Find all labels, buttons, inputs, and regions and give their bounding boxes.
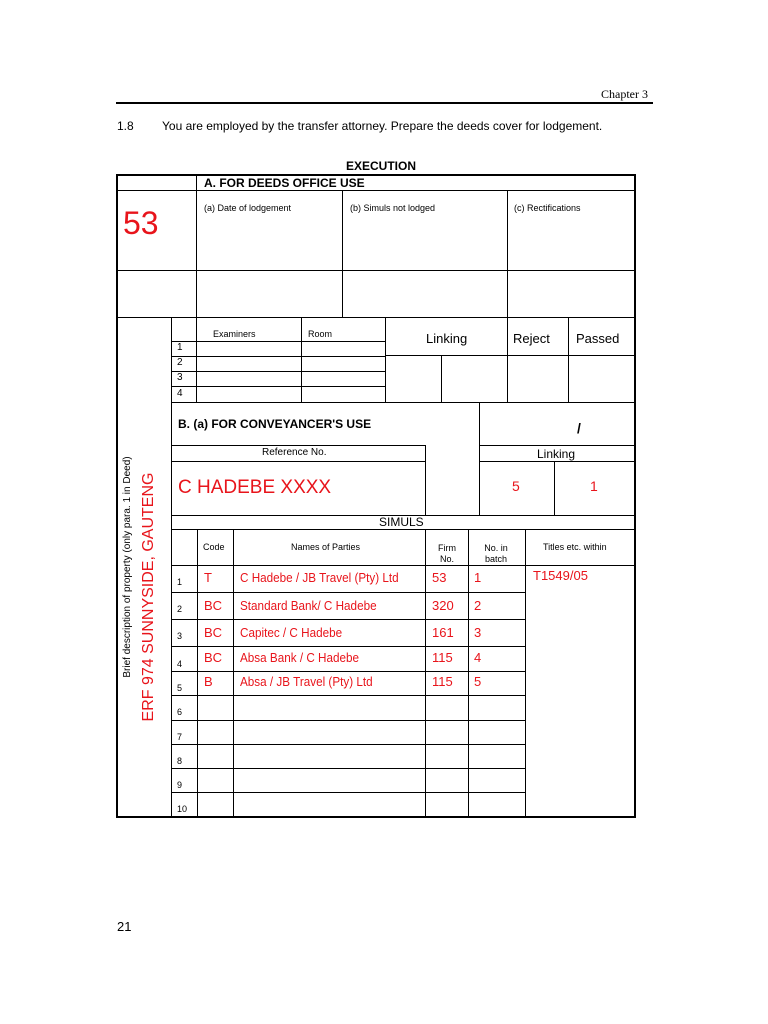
row-number: 4 <box>177 659 183 669</box>
reject-header: Reject <box>513 331 550 346</box>
form-title: EXECUTION <box>346 159 417 173</box>
titles-header: Titles etc. within <box>543 542 607 552</box>
firm-no: 161 <box>432 625 454 640</box>
party-code: B <box>204 674 213 689</box>
party-name: Capitec / C Hadebe <box>240 625 343 640</box>
passed-header: Passed <box>576 331 620 346</box>
no-in-batch: 1 <box>474 570 482 585</box>
examiner-row-3: 3 <box>177 372 183 383</box>
no-in-batch: 2 <box>474 598 482 613</box>
no-in-batch: 3 <box>474 625 482 640</box>
party-code: T <box>204 570 212 585</box>
party-name: Absa Bank / C Hadebe <box>240 650 360 665</box>
firm-no-header: Firm No. <box>438 543 456 564</box>
party-code: BC <box>204 625 223 640</box>
row-number: 8 <box>177 756 183 766</box>
party-code: BC <box>204 650 223 665</box>
row-number: 3 <box>177 631 183 641</box>
section-a-number: 53 <box>123 205 159 241</box>
party-name: C Hadebe / JB Travel (Pty) Ltd <box>240 570 399 585</box>
code-header: Code <box>203 542 225 552</box>
question-number: 1.8 <box>117 119 134 133</box>
row-number: 10 <box>177 804 188 814</box>
examiners-header: Examiners <box>213 329 256 339</box>
no-in-batch: 5 <box>474 674 482 689</box>
question-text: You are employed by the transfer attorney. Prepare the deeds cover for lodgement. <box>162 119 603 133</box>
rectifications-label: (c) Rectifications <box>514 203 581 213</box>
row-number: 5 <box>177 683 183 693</box>
linking-value-1: 5 <box>512 478 520 494</box>
simuls-not-lodged-label: (b) Simuls not lodged <box>350 203 436 213</box>
firm-no: 115 <box>432 674 453 689</box>
chapter-label: Chapter 3 <box>601 87 648 101</box>
property-description-cell <box>116 317 171 817</box>
firm-no: 115 <box>432 650 453 665</box>
room-header: Room <box>308 329 333 339</box>
party-name: Standard Bank/ C Hadebe <box>240 598 377 613</box>
no-in-batch-header: No. in batch <box>484 543 508 564</box>
linking-header: Linking <box>426 331 468 346</box>
row-number: 2 <box>177 604 183 614</box>
no-in-batch: 4 <box>474 650 482 665</box>
section-b-title: B. (a) FOR CONVEYANCER'S USE <box>178 417 372 431</box>
row-number: 9 <box>177 780 183 790</box>
property-description-value: ERF 974 SUNNYSIDE, GAUTENG <box>140 472 157 722</box>
simuls-label: SIMULS <box>379 515 424 529</box>
linking-value-2: 1 <box>590 478 598 494</box>
reference-no-label: Reference No. <box>262 447 327 458</box>
names-of-parties-header: Names of Parties <box>291 542 361 552</box>
party-code: BC <box>204 598 223 613</box>
row-number: 1 <box>177 577 183 587</box>
firm-no: 320 <box>432 598 454 613</box>
date-of-lodgement-label: (a) Date of lodgement <box>204 203 292 213</box>
examiner-row-4: 4 <box>177 388 183 399</box>
party-name: Absa / JB Travel (Pty) Ltd <box>240 674 373 689</box>
property-description-label: Brief description of property (only para. 1 in Deed) <box>122 456 133 678</box>
linking-label: Linking <box>537 447 576 461</box>
row-number: 7 <box>177 732 183 742</box>
reference-no-value: C HADEBE XXXX <box>178 477 332 498</box>
firm-no: 53 <box>432 570 447 585</box>
examiner-row-1: 1 <box>177 342 183 353</box>
linking-slash: / <box>577 420 581 436</box>
titles-value: T1549/05 <box>533 568 588 583</box>
section-a-title: A. FOR DEEDS OFFICE USE <box>204 176 365 190</box>
header-rule <box>116 102 653 104</box>
page-number: 21 <box>117 919 132 934</box>
row-number: 6 <box>177 707 183 717</box>
examiner-row-2: 2 <box>177 357 183 368</box>
